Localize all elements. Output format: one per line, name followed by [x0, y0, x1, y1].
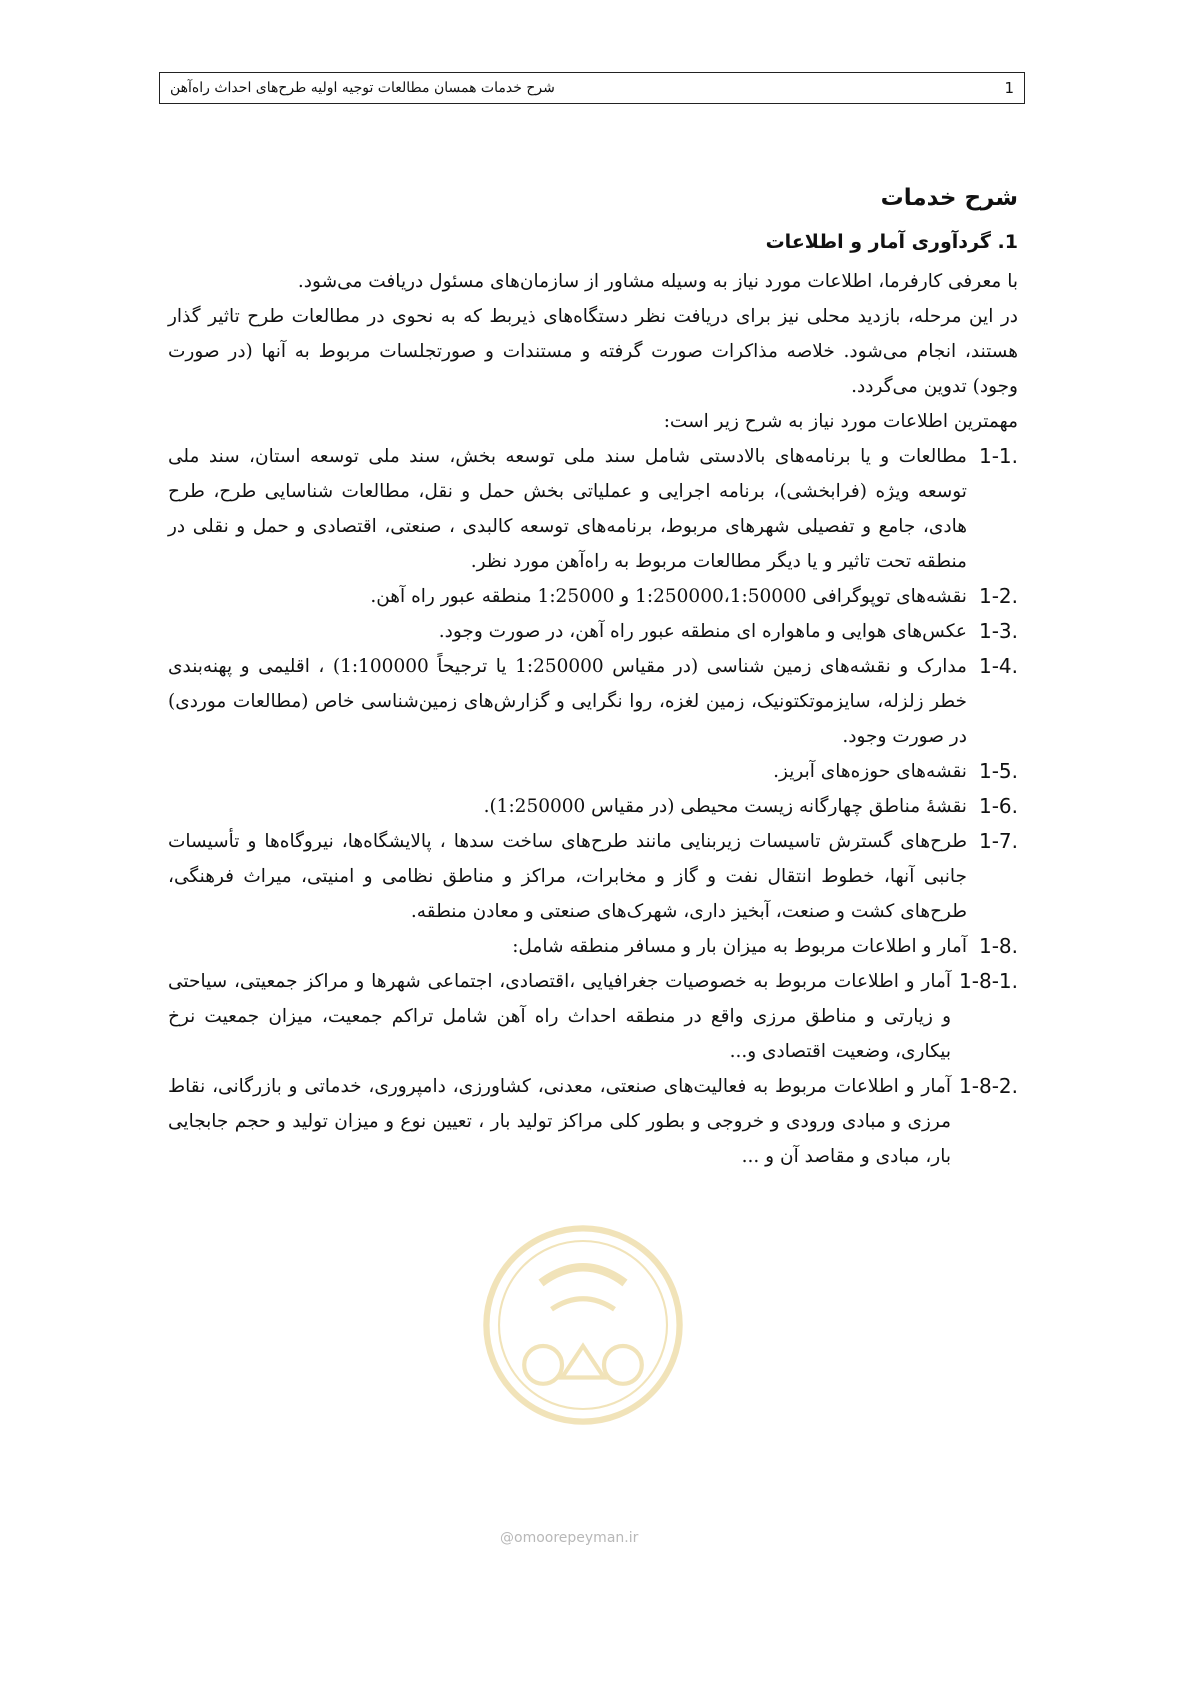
item-number: 1-3. — [978, 619, 1018, 643]
item-text: نقشه‌های توپوگرافی 1:250000،1:50000 و 1:25000 منطقه عبور راه آهن. — [370, 586, 967, 607]
item-number: 1-8-1. — [959, 969, 1018, 993]
item-number: 1-7. — [978, 829, 1018, 853]
document-title: شرح خدمات — [880, 185, 1018, 211]
document-body — [168, 178, 1018, 1174]
list-item — [168, 439, 1018, 579]
list-item — [168, 614, 1018, 649]
item-text: عکس‌های هوایی و ماهواره ای منطقه عبور راه آهن، در صورت وجود. — [438, 621, 967, 642]
paragraph: در این مرحله، بازدید محلی نیز برای دریافت نظر دستگاه‌های ذیربط که به نحوی در مطالعات طرح تاثیر گذار هستند، انجام می‌شود. خلاصه مذاکرات صورت گرفته و مستندات و صورتجلسات مربوط به آنها (در صورت وجود) تدوین می‌گردد. — [168, 306, 1018, 397]
page-header — [159, 72, 1025, 104]
watermark-url: @omoorepeyman.ir — [500, 1530, 639, 1546]
item-number: 1-1. — [978, 444, 1018, 468]
item-text: آمار و اطلاعات مربوط به میزان بار و مسافر منطقه شامل: — [512, 936, 967, 957]
item-number: 1-6. — [978, 794, 1018, 818]
page-number: 1 — [1004, 79, 1014, 97]
item-number: 1-5. — [978, 759, 1018, 783]
paragraph: مهمترین اطلاعات مورد نیاز به شرح زیر است: — [663, 411, 1018, 432]
item-text: آمار و اطلاعات مربوط به خصوصیات جغرافیایی ،اقتصادی، اجتماعی شهرها و مراکز جمعیتی، سیاحتی و زیارتی و مناطق مرزی واقع در منطقه احداث راه آهن شامل تراکم جمعیت، میزان جمعیت نرخ بیکاری، وضعیت اقتصادی و... — [168, 971, 952, 1062]
header-title: شرح خدمات همسان مطالعات توجیه اولیه طرح‌های احداث راه‌آهن — [170, 80, 555, 96]
list-item — [168, 649, 1018, 754]
list-item — [168, 929, 1018, 964]
item-text: مدارک و نقشه‌های زمین شناسی (در مقیاس 1:250000 یا ترجیحاً 1:100000) ، اقلیمی و پهنه‌بندی خطر زلزله، سایزموتکتونیک، زمین لغزه، روا نگرایی و گزارش‌های زمین‌شناسی خاص (مطالعات موردی) در صورت وجود. — [168, 656, 967, 747]
item-number: 1-8. — [978, 934, 1018, 958]
watermark-logo — [478, 1220, 688, 1430]
requirements-list — [168, 439, 1018, 1174]
item-text: مطالعات و یا برنامه‌های بالادستی شامل سند ملی توسعه بخش، سند ملی توسعه استان، سند ملی توسعه ویژه (فرابخشی)، برنامه اجرایی و عملیاتی بخش حمل و نقل، مطالعات شناسایی طرح، طرح هادی، جامع و تفصیلی شهرهای مربوط، برنامه‌های توسعه کالبدی ، صنعتی، اقتصادی و حمل و نقلی در منطقه تحت تاثیر و یا دیگر مطالعات مربوط به راه‌آهن مورد نظر. — [168, 446, 967, 572]
section-heading: 1. گردآوری آمار و اطلاعات — [765, 231, 1018, 253]
item-text: نقشه‌های حوزه‌های آبریز. — [773, 761, 967, 782]
item-number: 1-4. — [978, 654, 1018, 678]
item-number: 1-8-2. — [959, 1074, 1018, 1098]
list-item — [168, 789, 1018, 824]
item-text: نقشهٔ مناطق چهارگانه زیست محیطی (در مقیاس 1:250000). — [483, 796, 967, 817]
list-item — [168, 964, 1018, 1069]
list-item — [168, 1069, 1018, 1174]
paragraph: با معرفی کارفرما، اطلاعات مورد نیاز به وسیله مشاور از سازمان‌های مسئول دریافت می‌شود. — [297, 271, 1018, 292]
list-item — [168, 579, 1018, 614]
item-number: 1-2. — [978, 584, 1018, 608]
list-item — [168, 754, 1018, 789]
item-text: آمار و اطلاعات مربوط به فعالیت‌های صنعتی، معدنی، کشاورزی، دامپروری، خدماتی و بازرگانی، نقاط مرزی و مبادی ورودی و خروجی و بطور کلی مراکز تولید بار ، تعیین نوع و میزان تولید و حجم جابجایی بار، مبادی و مقاصد آن و ... — [168, 1076, 952, 1167]
list-item — [168, 824, 1018, 929]
item-text: طرح‌های گسترش تاسیسات زیربنایی مانند طرح‌های ساخت سدها ، پالایشگاه‌ها، نیروگاه‌ها و تأسیسات جانبی آنها، خطوط انتقال نفت و گاز و مخابرات، مراکز و مناطق نظامی و امنیتی، میراث فرهنگی، طرح‌های کشت و صنعت، آبخیز داری، شهرک‌های صنعتی و معادن منطقه. — [168, 831, 967, 922]
